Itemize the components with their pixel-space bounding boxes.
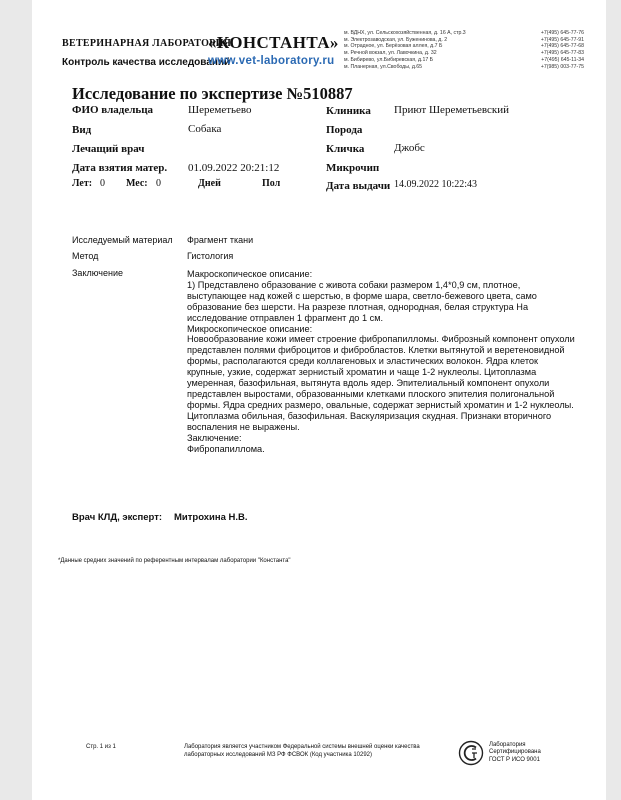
phone-line: +7(495) 645-77-83 — [540, 50, 584, 57]
signature-name: Митрохина Н.В. — [174, 512, 248, 523]
clinic-label: Клиника — [326, 105, 371, 117]
years-label: Лет: — [72, 178, 93, 189]
phone-line: +7(495) 645-77-91 — [540, 36, 584, 43]
cert-line: Сертифицирована — [489, 749, 541, 756]
conclusion-text — [187, 269, 577, 454]
conclusion-paragraph: 1) Представлено образование с живота собаки размером 1,4*0,9 см, плотное, выступающее над кожей с шерстью, в форме шара, светло-бежевого цвета, само образование без шерсти. На разрезе плотная, однородная, белая структура На исследование отправлен 1 фрагмент до 1 см. — [187, 279, 537, 323]
cert-line: Лаборатория — [489, 742, 526, 748]
certification-logo-icon — [458, 740, 484, 766]
certification-text — [489, 742, 541, 764]
issue-date-value: 14.09.2022 10:22:43 — [394, 179, 478, 190]
date-taken-value: 01.09.2022 20:21:12 — [188, 162, 280, 174]
nickname-value: Джобс — [394, 142, 425, 154]
months-value: 0 — [156, 178, 161, 189]
address-line: м. Планерная, ул.Свободы, д.65 — [344, 63, 423, 70]
cert-line: ГОСТ Р ИСО 9001 — [489, 756, 540, 763]
phone-line: +7(495) 645-77-76 — [540, 30, 584, 36]
signature-label: Врач КЛД, эксперт: — [72, 512, 163, 523]
federal-system-note — [184, 743, 420, 759]
nickname-label: Кличка — [326, 143, 365, 155]
page-number: Стр. 1 из 1 — [86, 744, 116, 750]
address-line: м. Отрадное, ул. Берёзовая аллея, д.7 Б — [344, 43, 443, 50]
material-value: Фрагмент ткани — [187, 235, 254, 245]
report-title: Исследование по экспертизе №510887 — [72, 84, 353, 103]
years-value: 0 — [100, 178, 105, 189]
report-page — [32, 0, 606, 800]
chip-label: Микрочип — [326, 162, 380, 174]
conclusion-paragraph: Новообразование кожи имеет строение фибропапилломы. Фиброзный компонент опухоли представлен полями фиброцитов и фибробластов. Клетки вытянутой и веретеновидной формы, располагаются среди коллагеновых и эластических волокон. Ядра клеток крупные, узкие, содержат зернистый хроматин и чаще 1-2 нуклеолы. Цитоплазма умеренная, базофильная, вытянута вдоль ядер. Эпителиальный компонент опухоли представлен выростами, образованными клетками плоского эпителия полигональной формы. Ядра средних размеро, овальные, содержат зернистый хроматин и 1-2 нуклеолы. Цитоплазма обильная, базофильная. Васкуляризация скудная. Признаки вторичного воспаления не выражены. — [187, 334, 575, 432]
date-taken-label: Дата взятия матер. — [72, 162, 168, 174]
phone-line: +7(495) 645-11-34 — [541, 56, 584, 63]
conclusion-paragraph: Макроскопическое описание: — [187, 269, 313, 279]
owner-value: Шереметьево — [188, 104, 252, 116]
months-label: Мес: — [126, 178, 148, 189]
address-line: м. Речной вокзал, ул. Лавочкина, д. 32 — [344, 50, 437, 57]
address-line: м. ВДНХ, ул. Сельскохозяйственная, д. 16 А, стр.3 — [344, 30, 466, 36]
doctor-label: Лечащий врач — [72, 143, 145, 155]
address-line: м. Бибирево, ул.Бибиревская, д.17 Б — [344, 56, 434, 63]
footnote: *Данные средних значений по референтным интервалам лаборатории "Константа" — [58, 558, 291, 564]
address-line: м. Электрозаводская, ул. Буженинова, д. 2 — [344, 36, 448, 43]
breed-label: Порода — [326, 124, 363, 136]
conclusion-label: Заключение — [72, 268, 123, 278]
species-label: Вид — [72, 124, 92, 136]
days-label: Дней — [198, 178, 221, 189]
method-value: Гистология — [187, 251, 234, 261]
sex-label: Пол — [262, 178, 281, 189]
lab-prefix: ВЕТЕРИНАРНАЯ ЛАБОРАТОРИЯ — [62, 38, 232, 49]
method-label: Метод — [72, 251, 99, 261]
conclusion-paragraph: Микроскопическое описание: — [187, 323, 313, 334]
lab-name: «КОНСТАНТА» — [208, 33, 339, 52]
owner-label: ФИО владельца — [72, 104, 154, 116]
conclusion-paragraph: Заключение: — [187, 432, 242, 443]
conclusion-paragraph: Фибропапиллома. — [187, 443, 265, 454]
phone-line: +7(985) 003-77-75 — [540, 63, 584, 70]
quality-control-text: Контроль качества исследований — [62, 57, 231, 68]
issue-date-label: Дата выдачи — [326, 180, 391, 192]
material-label: Исследуемый материал — [72, 235, 173, 245]
species-value: Собака — [188, 123, 222, 135]
address-list — [344, 30, 524, 70]
website-link[interactable]: www.vet-laboratory.ru — [208, 55, 335, 67]
federal-line: лабораторных исследований МЗ РФ ФСВОК (Код участника 10292) — [184, 752, 373, 758]
phone-line: +7(495) 645-77-68 — [540, 43, 584, 50]
federal-line: Лаборатория является участником Федеральной системы внешней оценки качества — [184, 744, 420, 750]
clinic-value: Приют Шереметьевский — [394, 104, 510, 116]
phone-list — [512, 30, 584, 70]
